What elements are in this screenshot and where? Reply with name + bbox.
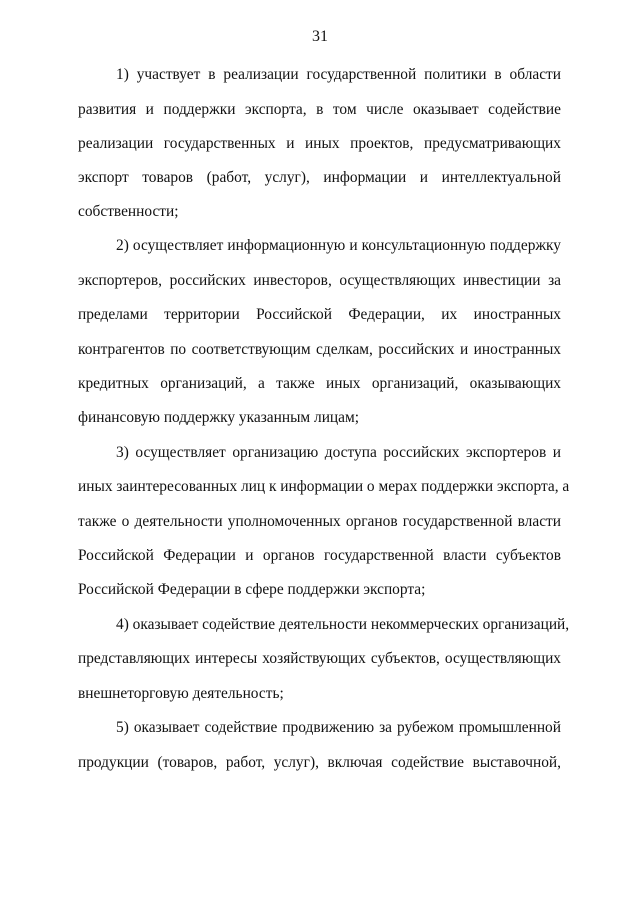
- paragraph-1-line-5: собственности;: [78, 203, 179, 220]
- page-number: 31: [312, 28, 328, 45]
- paragraph-2-line-3: пределами территории Российской Федерации, их иностранных: [78, 306, 561, 323]
- paragraph-2-line-4: контрагентов по соответствующим сделкам, российских и иностранных: [78, 341, 561, 358]
- paragraph-2-line-1: 2) осуществляет информационную и консультационную поддержку: [116, 237, 561, 254]
- paragraph-5-line-2: продукции (товаров, работ, услуг), включая содействие выставочной,: [78, 754, 561, 771]
- paragraph-3-line-5: Российской Федерации в сфере поддержки экспорта;: [78, 581, 426, 598]
- paragraph-4-line-1: 4) оказывает содействие деятельности некоммерческих организаций,: [116, 616, 570, 633]
- paragraph-1-line-4: экспорт товаров (работ, услуг), информации и интеллектуальной: [78, 169, 561, 186]
- paragraph-2-line-5: кредитных организаций, а также иных организаций, оказывающих: [78, 375, 561, 392]
- paragraph-5-line-1: 5) оказывает содействие продвижению за рубежом промышленной: [116, 719, 561, 736]
- paragraph-3-line-3: также о деятельности уполномоченных органов государственной власти: [78, 513, 561, 530]
- paragraph-4-line-2: представляющих интересы хозяйствующих субъектов, осуществляющих: [78, 650, 561, 667]
- paragraph-2-line-6: финансовую поддержку указанным лицам;: [78, 409, 360, 426]
- paragraph-3-line-2: иных заинтересованных лиц к информации о мерах поддержки экспорта, а: [78, 478, 570, 495]
- paragraph-4-line-3: внешнеторговую деятельность;: [78, 685, 284, 702]
- paragraph-1-line-2: развития и поддержки экспорта, в том числе оказывает содействие: [78, 101, 561, 118]
- paragraph-1-line-3: реализации государственных и иных проектов, предусматривающих: [78, 135, 561, 152]
- paragraph-1-line-1: 1) участвует в реализации государственной политики в области: [116, 66, 561, 83]
- paragraph-2-line-2: экспортеров, российских инвесторов, осуществляющих инвестиции за: [78, 272, 561, 289]
- paragraph-3-line-4: Российской Федерации и органов государственной власти субъектов: [78, 547, 561, 564]
- paragraph-3-line-1: 3) осуществляет организацию доступа российских экспортеров и: [116, 444, 561, 461]
